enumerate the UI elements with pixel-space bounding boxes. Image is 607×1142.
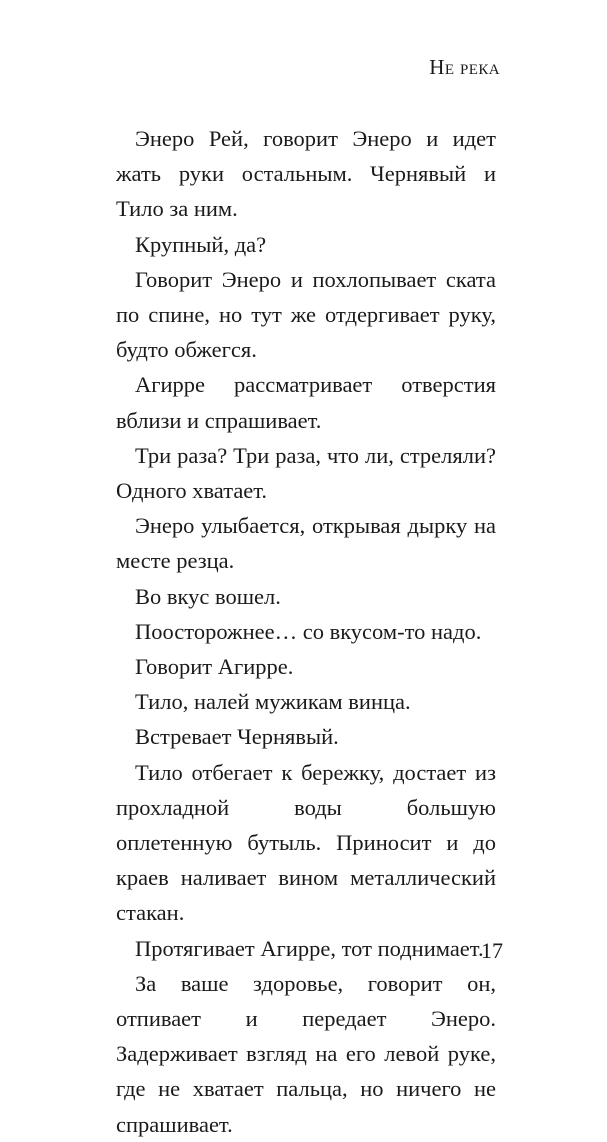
paragraph: Энеро улыбается, открывая дырку на месте резца. [116, 513, 496, 574]
paragraph: Три раза? Три раза, что ли, стреляли? Одного хватает. [116, 442, 496, 504]
running-head: Не река [429, 55, 500, 79]
paragraph: За ваше здоровье, говорит он, отпивает и передает Энеро. Задерживает взгляд на его левой руке, где не хватает пальца, но ничего не спрашивает. [116, 970, 496, 1137]
paragraph: Говорит Агирре. [135, 654, 294, 680]
paragraph: Встревает Чернявый. [135, 724, 339, 750]
paragraph: Протягивает Агирре, тот поднимает. [135, 935, 484, 961]
paragraph: Крупный, да? [135, 231, 267, 257]
paragraph: Энеро Рей, говорит Энеро и идет жать руки остальным. Чернявый и Тило за ним. [116, 126, 496, 222]
paragraph: Агирре рассматривает отверстия вблизи и спрашивает. [116, 372, 496, 433]
paragraph: Тило отбегает к бережку, достает из прохладной воды большую оплетенную бутыль. Приносит и до краев наливает вином металлический стакан. [116, 759, 496, 926]
paragraph: Во вкус вошел. [135, 583, 281, 609]
page-number: 17 [481, 938, 503, 963]
paragraph: Тило, налей мужикам винца. [135, 689, 411, 715]
paragraph: Поосторожнее… со вкусом-то надо. [135, 618, 482, 644]
paragraph: Говорит Энеро и похлопывает ската по спине, но тут же отдергивает руку, будто обжегся. [116, 266, 496, 363]
body-text [116, 121, 496, 1142]
